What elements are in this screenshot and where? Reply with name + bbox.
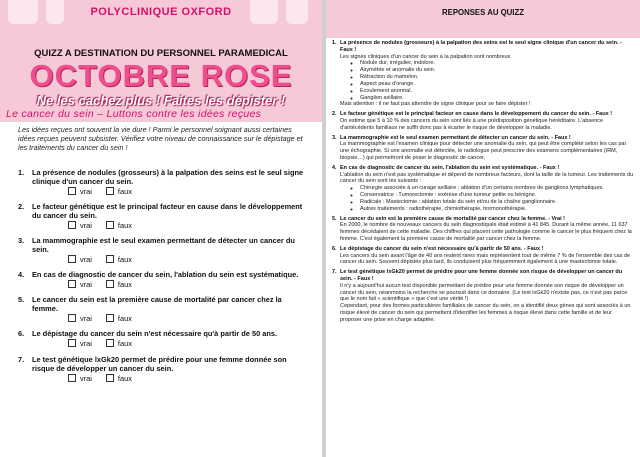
answer-outro: Cependant, pour des formes particulières familiales de cancer du sein, on a identifié deux gènes qui sont associés à un risque élevé de cancer du sein qui permettent d'identifier les femmes à risque élevé dans cette famille et de leur proposer une prise en charge adaptée.	[340, 303, 631, 323]
answer-bullets	[340, 185, 634, 212]
true-label: vrai	[80, 314, 92, 324]
answer-explanation	[340, 222, 634, 242]
checkbox[interactable]	[68, 255, 76, 263]
answer-explanation	[340, 172, 634, 213]
checkbox[interactable]	[68, 280, 76, 288]
answer-question	[332, 111, 634, 118]
pink-banner	[0, 0, 322, 122]
answer-question-text: Le test génétique lxGk20 permet de prédire pour une femme donnée son risque de développer un cancer du sein. - Faux !	[340, 269, 623, 282]
subslogan: Le cancer du sein – Luttons contre les idées reçues	[6, 108, 262, 120]
answer-explanation	[340, 253, 634, 267]
checkbox[interactable]	[68, 187, 76, 195]
answer-question-text: En cas de diagnostic de cancer du sein, l'ablation du sein est systématique. - Faux !	[340, 164, 560, 171]
true-option[interactable]	[68, 374, 92, 383]
answer-bullet: ◦ Autres traitements : radiothérapie, chimiothérapie, hormonothérapie.	[360, 206, 634, 213]
answer-bullet: ◦ Ganglion axillaire.	[360, 95, 634, 102]
true-option[interactable]	[68, 187, 92, 196]
answer-bullet: ◦ Aspect peau d'orange.	[360, 81, 634, 88]
answer-question	[332, 246, 634, 253]
true-label: vrai	[80, 221, 92, 231]
false-option[interactable]	[106, 221, 132, 230]
quiz-title: QUIZZ A DESTINATION DU PERSONNEL PARAMEDICAL	[34, 48, 288, 59]
answer-item	[332, 165, 634, 213]
false-option[interactable]	[106, 255, 132, 264]
checkbox[interactable]	[106, 255, 114, 263]
answer-intro: Il n'y a aujourd'hui aucun test disponible permettant de prédire pour une femme donnée son risque de développer un cancer du sein, néanmoins la recherche se poursuit dans ce domaine. (Le test lxGk20 n'existe pas, ce n'est pas parce que le nom fait « scientifique » que c'est une vérité !)	[340, 282, 628, 303]
question-item	[18, 329, 308, 348]
checkbox[interactable]	[106, 187, 114, 195]
false-option[interactable]	[106, 280, 132, 289]
checkbox[interactable]	[106, 221, 114, 229]
checkbox[interactable]	[106, 280, 114, 288]
answer-number: 5.	[332, 215, 337, 222]
answer-intro: Les cancers du sein avant l'âge de 40 ans restent rares mais représentent tout de même 7 % de l'ensemble des cas de cancer du sein. Souvent dépistés plus tard, ils conduisent plus fréquemment également à une mastectomie totale.	[340, 252, 631, 266]
answer-number: 4.	[332, 164, 337, 171]
question-text: Le test génétique lxGk20 permet de prédire pour une femme donnée son risque de développer un cancer du sein.	[32, 354, 287, 373]
answer-bullet: ◦ Asymétrie et anomalie du sein.	[360, 67, 634, 74]
answer-intro: La mammographie est l'examen clinique pour détecter une anomalie du sein, qui peut être complété selon les cas par une échographie. Si une anomalie est détectée, le radiologue peut prescrire des examens complémentaires (IRM, biopsie…) qui permettront de poser le diagnostic de cancer.	[340, 141, 627, 161]
question-text: Le dépistage du cancer du sein n'est nécessaire qu'à partir de 50 ans.	[32, 329, 278, 339]
true-label: vrai	[80, 373, 92, 383]
answer-outro: Mais attention : il ne faut pas attendre de signe clinique pour se faire dépister !	[340, 101, 531, 108]
true-option[interactable]	[68, 314, 92, 323]
true-label: vrai	[80, 280, 92, 290]
question-item	[18, 202, 308, 230]
answer-question	[332, 165, 634, 172]
question-list	[18, 168, 308, 389]
answer-number: 2.	[332, 111, 337, 118]
question-item	[18, 236, 308, 264]
answer-question-text: La présence de nodules (grosseurs) à la palpation des seins est le seul signe clinique d'un cancer du sein. - Faux !	[340, 40, 622, 53]
question-text: La mammographie est le seul examen permettant de détecter un cancer du sein.	[32, 236, 295, 255]
question-number: 7.	[18, 354, 25, 364]
answer-bullet: ◦ Nodule dur, irrégulier, indolore.	[360, 60, 634, 67]
answer-item	[332, 216, 634, 243]
answer-item	[332, 111, 634, 131]
answer-bullet: ◦ Conservatrice : Tumorectomie : exérèse d'une tumeur petite ou bénigne.	[360, 192, 634, 199]
false-label: faux	[117, 314, 132, 324]
answer-question	[332, 40, 634, 54]
question-text: Le facteur génétique est le principal facteur en cause dans le développement du cancer du sein.	[32, 202, 303, 221]
true-label: vrai	[80, 339, 92, 349]
checkbox[interactable]	[106, 314, 114, 322]
checkbox[interactable]	[68, 339, 76, 347]
checkbox[interactable]	[106, 374, 114, 382]
answers-header: REPONSES AU QUIZZ	[441, 8, 525, 17]
false-option[interactable]	[106, 339, 132, 348]
question-number: 4.	[18, 270, 25, 280]
answer-bullet: ◦ Radicale : Mastectomie : ablation totale du sein et/ou de la chaîne ganglionnaire.	[360, 199, 634, 206]
false-label: faux	[117, 221, 132, 231]
question-item	[18, 168, 308, 196]
checkbox[interactable]	[68, 374, 76, 382]
answer-question-text: Le cancer du sein est la première cause de mortalité par cancer chez la femme. - Vrai !	[340, 215, 565, 222]
answer-bullet: ◦ Rétraction du mamelon.	[360, 74, 634, 81]
answer-question-text: La mammographie est le seul examen permettant de détecter un cancer du sein. - Faux !	[340, 134, 571, 141]
true-option[interactable]	[68, 221, 92, 230]
false-label: faux	[117, 339, 132, 349]
answer-bullet: ◦ Ecoulement anormal.	[360, 88, 634, 95]
answer-list	[332, 40, 634, 327]
clinic-name: POLYCLINIQUE OXFORD	[90, 6, 232, 18]
question-item	[18, 355, 308, 383]
answer-item	[332, 269, 634, 324]
answer-number: 7.	[332, 269, 337, 276]
answer-question-text: Le facteur génétique est le principal facteur en cause dans le développement du cancer du sein. - Faux !	[340, 111, 613, 118]
question-number: 5.	[18, 295, 25, 305]
answer-number: 3.	[332, 134, 337, 141]
answer-question	[332, 216, 634, 223]
question-item	[18, 295, 308, 323]
answer-intro: En 2000, le nombre de nouveaux cancers du sein diagnostiqués était estimé à 41 845. Durant la même année, 11 637 femmes décédaient de cette maladie. Des chiffres qui placent cette pathologie comme le cancer le plus fréquent chez la femme. C'est également la première cause de mortalité par cancer chez la femme.	[340, 222, 632, 242]
answer-question	[332, 135, 634, 142]
answer-intro: L'ablation du sein n'est pas systématique et dépend de nombreux facteurs, dont la taille de la tumeur. Les traitements du cancer du sein sont les suivants :	[340, 171, 634, 185]
answer-question	[332, 269, 634, 283]
question-number: 3.	[18, 236, 25, 246]
false-label: faux	[117, 280, 132, 290]
answer-explanation	[340, 283, 634, 324]
question-text: En cas de diagnostic de cancer du sein, l'ablation du sein est systématique.	[32, 270, 299, 280]
campaign-title: OCTOBRE ROSE	[29, 58, 293, 93]
answer-item	[332, 40, 634, 108]
question-item	[18, 270, 308, 289]
false-option[interactable]	[106, 314, 132, 323]
false-label: faux	[117, 373, 132, 383]
answer-explanation	[340, 141, 634, 161]
answer-explanation	[340, 118, 634, 132]
false-option[interactable]	[106, 374, 132, 383]
pink-banner	[326, 0, 640, 38]
true-label: vrai	[80, 255, 92, 265]
true-option[interactable]	[68, 255, 92, 264]
checkbox[interactable]	[106, 339, 114, 347]
false-option[interactable]	[106, 187, 132, 196]
intro-text: Les idées reçues ont souvent la vie dure ! Parmi le personnel soignant aussi certaines idées reçues peuvent subsister. Vérifiez votre niveau de connaissance sur le dépistage et les traitements du cancer du sein !	[18, 125, 303, 153]
question-number: 6.	[18, 329, 25, 339]
true-option[interactable]	[68, 339, 92, 348]
answer-intro: Les signes cliniques d'un cancer du sein à la palpation sont nombreux	[340, 53, 511, 60]
answers-page	[326, 0, 640, 457]
false-label: faux	[117, 187, 132, 197]
answer-item	[332, 135, 634, 162]
false-label: faux	[117, 255, 132, 265]
checkbox[interactable]	[68, 221, 76, 229]
question-text: Le cancer du sein est la première cause de mortalité par cancer chez la femme.	[32, 295, 282, 314]
checkbox[interactable]	[68, 314, 76, 322]
slogan: Ne les cachez plus ! Faites les dépister !	[36, 93, 286, 108]
answer-explanation	[340, 54, 634, 109]
answer-bullet: ◦ Chirurgie associée à un curage axillaire : ablation d'un certains nombres de ganglions lymphatiques.	[360, 185, 634, 192]
question-number: 2.	[18, 202, 25, 212]
answer-number: 6.	[332, 245, 337, 252]
true-option[interactable]	[68, 280, 92, 289]
answer-item	[332, 246, 634, 266]
answer-intro: On estime que 5 à 10 % des cancers du sein sont liés à une prédisposition génétique héréditaire. L'absence d'antécédents familiaux ne suffit donc pas à écarter le risque de développer la maladie.	[340, 117, 604, 131]
answer-bullets	[340, 60, 634, 101]
answer-number: 1.	[332, 40, 337, 46]
question-number: 1.	[18, 168, 25, 177]
question-text: La présence de nodules (grosseurs) à la palpation des seins est le seul signe clinique d'un cancer du sein.	[32, 168, 304, 187]
true-label: vrai	[80, 187, 92, 197]
answer-question-text: Le dépistage du cancer du sein n'est nécessaire qu'à partir de 50 ans. - Faux !	[340, 245, 544, 252]
